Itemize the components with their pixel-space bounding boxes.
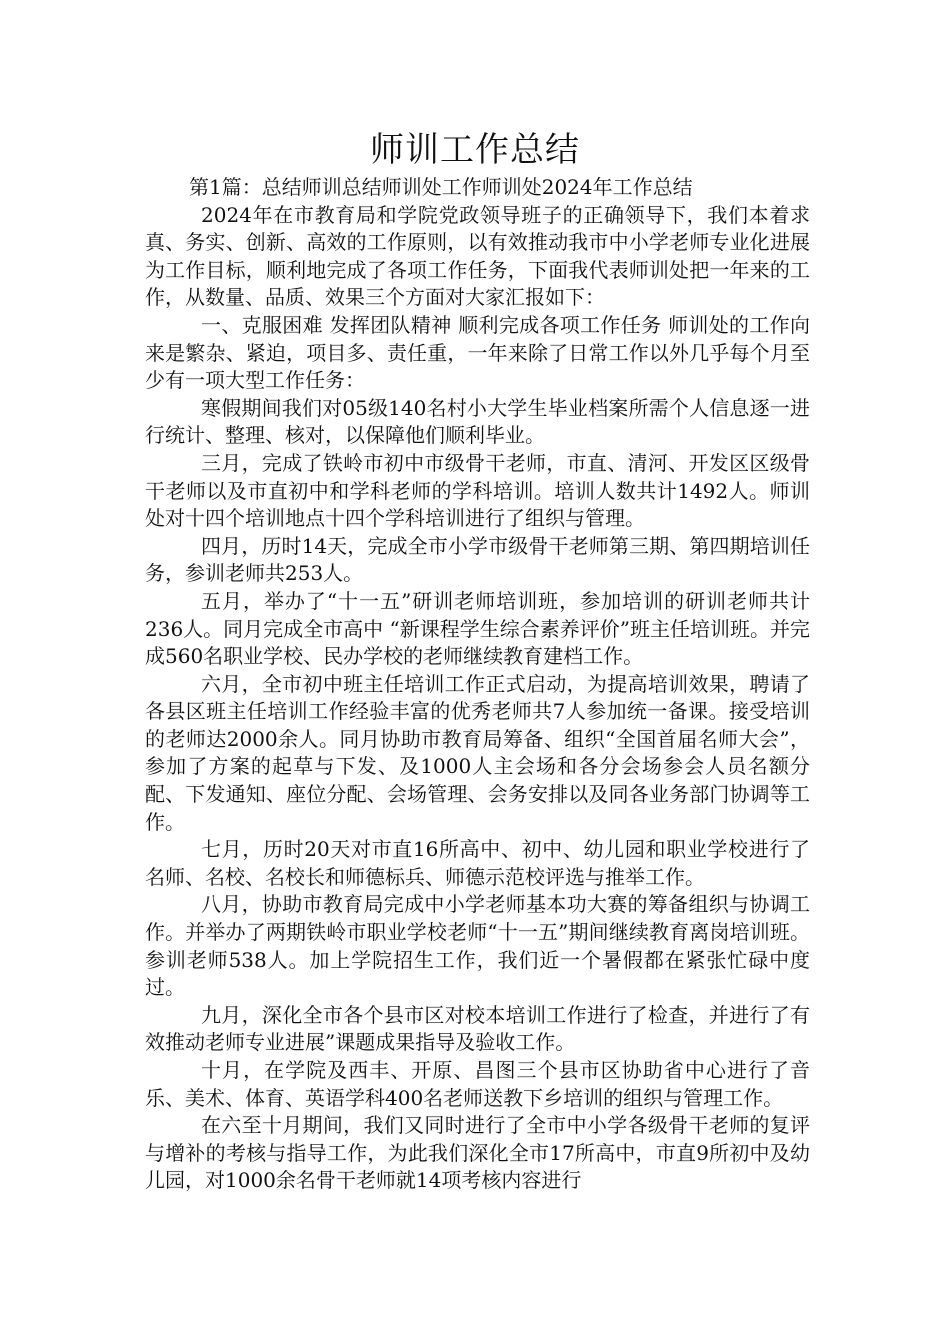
paragraph-june-october: 在六至十月期间，我们又同时进行了全市中小学各级骨干老师的复评与增补的考核与指导工作，为此我们深化全市17所高中，市直9所初中及幼儿园，对1000余名骨干老师就14项考核内容进行 bbox=[145, 1113, 810, 1193]
document-title: 师训工作总结 bbox=[370, 130, 580, 170]
paragraph-october: 十月，在学院及西丰、开原、昌图三个县市区协助省中心进行了音乐、美术、体育、英语学科400名老师送教下乡培训的组织与管理工作。 bbox=[145, 1058, 810, 1110]
paragraph-august: 八月，协助市教育局完成中小学老师基本功大赛的筹备组织与协调工作。并举办了两期铁岭市职业学校老师“十一五”期间继续教育离岗培训班。参训老师538人。加上学院招生工作，我们近一个暑假都在紧张忙碌中度过。 bbox=[145, 892, 810, 1000]
paragraph-september: 九月，深化全市各个县市区对校本培训工作进行了检查，并进行了有效推动老师专业进展”课题成果指导及验收工作。 bbox=[145, 1002, 810, 1055]
paragraph-july: 七月，历时20天对市直16所高中、初中、幼儿园和职业学校进行了名师、名校、名校长和师德标兵、师德示范校评选与推举工作。 bbox=[145, 837, 810, 889]
paragraph-intro: 2024年在市教育局和学院党政领导班子的正确领导下，我们本着求真、务实、创新、高效的工作原则，以有效推动我市中小学老师专业化进展为工作目标，顺利地完成了各项工作任务，下面我代表师训处把一年来的工作，从数量、品质、效果三个方面对大家汇报如下： bbox=[145, 202, 810, 310]
paragraph-april: 四月，历时14天，完成全市小学市级骨干老师第三期、第四期培训任务，参训老师共253人。 bbox=[145, 533, 810, 586]
paragraph-section-one: 一、克服困难 发挥团队精神 顺利完成各项工作任务 师训处的工作向来是繁杂、紧迫，项目多、责任重，一年来除了日常工作以外几乎每个月至少有一项大型工作任务： bbox=[145, 312, 810, 393]
document-body bbox=[145, 174, 810, 1195]
paragraph-march: 三月，完成了铁岭市初中市级骨干老师，市直、清河、开发区区级骨干老师以及市直初中和学科老师的学科培训。培训人数共计1492人。师训处对十四个培训地点十四个学科培训进行了组织与管理。 bbox=[145, 450, 810, 531]
paragraph-june: 六月，全市初中班主任培训工作正式启动，为提高培训效果，聘请了各县区班主任培训工作经验丰富的优秀老师共7人参加统一备课。接受培训的老师达2000余人。同月协助市教育局筹备、组织“全国首届名师大会”，参加了方案的起草与下发、及1000人主会场和各分会场参会人员名额分配、下发通知、座位分配、会场管理、会务安排以及同各业务部门协调等工作。 bbox=[145, 671, 810, 834]
article-subtitle: 第1篇：总结师训总结师训处工作师训处2024年工作总结 bbox=[189, 175, 693, 199]
paragraph-may: 五月，举办了“十一五”研训老师培训班，参加培训的研训老师共计236人。同月完成全市高中 “新课程学生综合素养评价”班主任培训班。并完成560名职业学校、民办学校的老师继续教育建档工作。 bbox=[145, 588, 810, 669]
paragraph-winter: 寒假期间我们对05级140名村小大学生毕业档案所需个人信息逐一进行统计、整理、核对，以保障他们顺利毕业。 bbox=[145, 395, 810, 448]
